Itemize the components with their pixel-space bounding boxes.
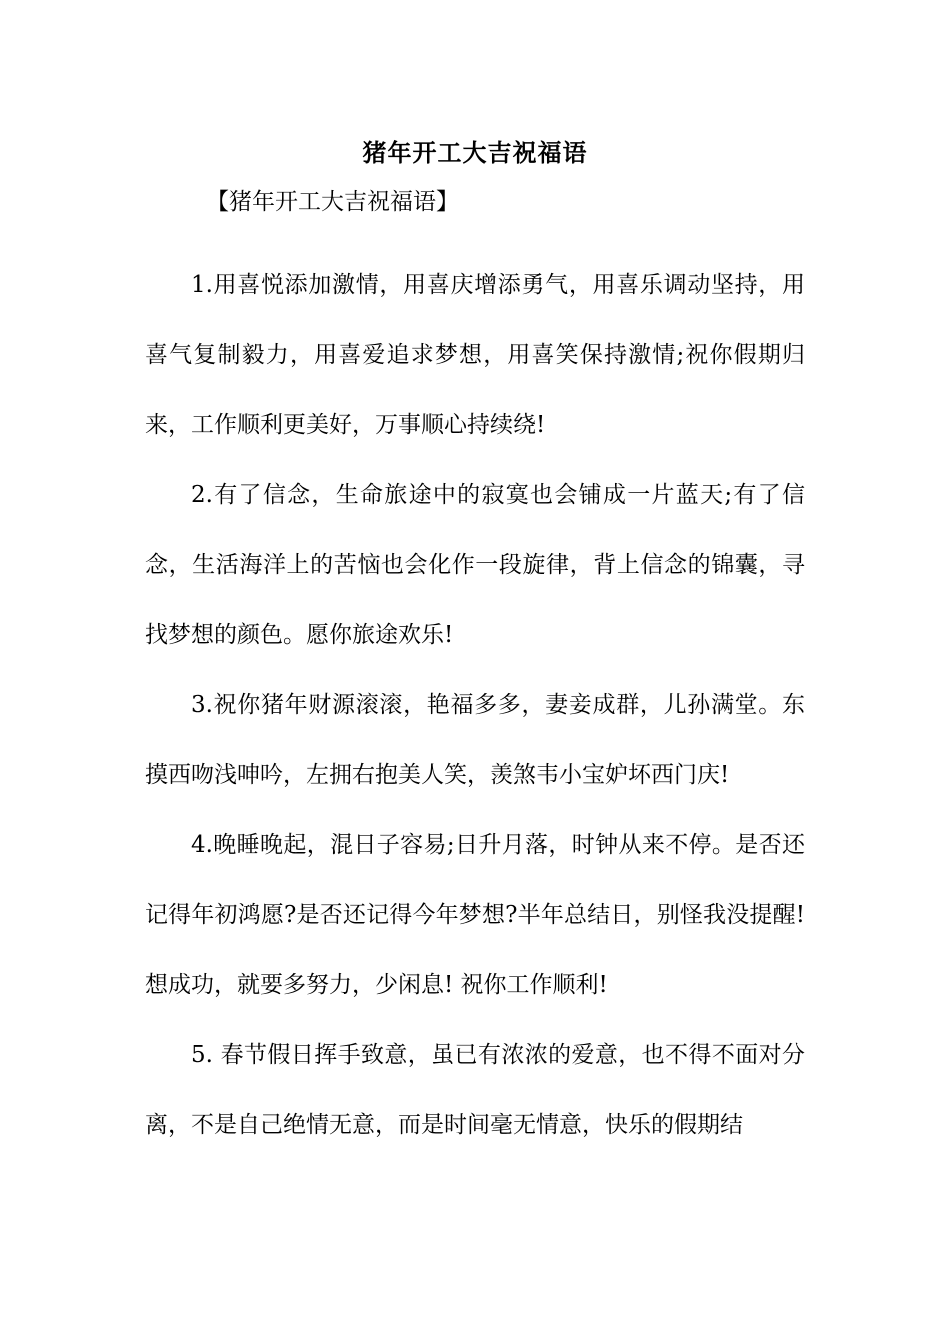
- document-body: [145, 250, 805, 1160]
- paragraph-3: 3.祝你猪年财源滚滚，艳福多多，妻妾成群，儿孙满堂。东摸西吻浅呻吟，左拥右抱美人笑，羡煞韦小宝妒坏西门庆!: [145, 692, 805, 788]
- document-subtitle: 【猪年开工大吉祝福语】: [206, 189, 459, 215]
- paragraph-5: 5. 春节假日挥手致意，虽已有浓浓的爱意，也不得不面对分离，不是自己绝情无意，而是时间毫无情意，快乐的假期结: [145, 1042, 805, 1138]
- paragraph-1: 1.用喜悦添加激情，用喜庆增添勇气，用喜乐调动坚持，用喜气复制毅力，用喜爱追求梦想，用喜笑保持激情;祝你假期归来，工作顺利更美好，万事顺心持续绕!: [145, 272, 805, 438]
- paragraph-4: 4.晚睡晚起，混日子容易;日升月落，时钟从来不停。是否还记得年初鸿愿?是否还记得今年梦想?半年总结日，别怪我没提醒!想成功，就要多努力，少闲息! 祝你工作顺利!: [145, 832, 805, 998]
- paragraph-2: 2.有了信念，生命旅途中的寂寞也会铺成一片蓝天;有了信念，生活海洋上的苦恼也会化作一段旋律，背上信念的锦囊，寻找梦想的颜色。愿你旅途欢乐!: [145, 482, 805, 648]
- document-title: 猪年开工大吉祝福语: [362, 138, 588, 167]
